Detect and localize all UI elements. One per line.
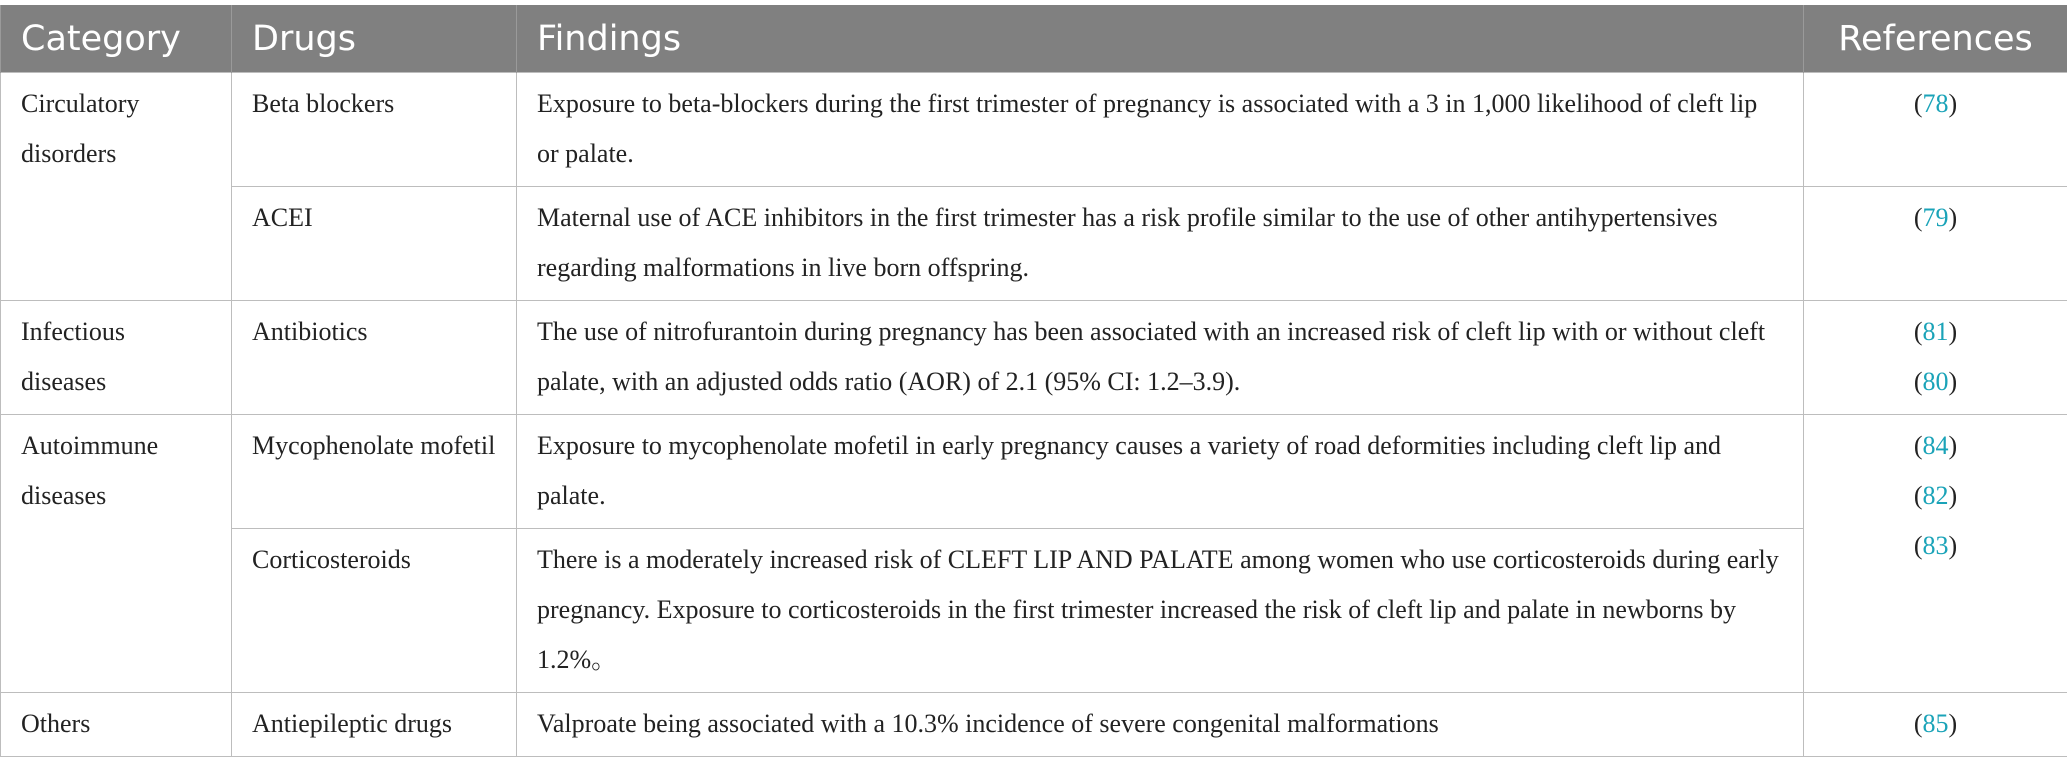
- reference-cell: [1804, 187, 2067, 301]
- header-row: [1, 5, 2067, 73]
- reference-citation[interactable]: (80): [1913, 367, 1958, 396]
- table-row: [1, 415, 2067, 529]
- drug-cell: Antibiotics: [232, 301, 517, 415]
- drug-findings-table: [0, 5, 2067, 757]
- header-findings: Findings: [517, 5, 1804, 73]
- reference-citation[interactable]: (85): [1913, 709, 1958, 738]
- table-header: [1, 5, 2067, 73]
- reference-link[interactable]: 78: [1922, 89, 1949, 118]
- finding-cell: Exposure to beta-blockers during the first trimester of pregnancy is associated with a 3 in 1,000 likelihood of cleft lip or palate.: [517, 73, 1804, 187]
- reference-cell: [1804, 693, 2067, 757]
- reference-citation[interactable]: (79): [1913, 203, 1958, 232]
- reference-cell: [1804, 415, 2067, 693]
- drug-cell: Beta blockers: [232, 73, 517, 187]
- reference-link[interactable]: 82: [1922, 481, 1949, 510]
- table-row: [1, 301, 2067, 415]
- reference-link[interactable]: 83: [1922, 531, 1949, 560]
- drug-cell: Antiepileptic drugs: [232, 693, 517, 757]
- table-row: [1, 529, 2067, 693]
- reference-cell: [1804, 73, 2067, 187]
- category-cell: Circulatory disorders: [1, 73, 232, 301]
- table-body: [1, 73, 2067, 757]
- finding-cell: Exposure to mycophenolate mofetil in early pregnancy causes a variety of road deformities including cleft lip and palate.: [517, 415, 1804, 529]
- table-row: [1, 187, 2067, 301]
- drug-cell: Mycophenolate mofetil: [232, 415, 517, 529]
- header-category: Category: [1, 5, 232, 73]
- reference-link[interactable]: 80: [1922, 367, 1949, 396]
- reference-citation[interactable]: (81): [1913, 317, 1958, 346]
- drug-cell: ACEI: [232, 187, 517, 301]
- reference-citation[interactable]: (82): [1913, 481, 1958, 510]
- reference-cell: [1804, 301, 2067, 415]
- reference-link[interactable]: 81: [1922, 317, 1949, 346]
- reference-link[interactable]: 85: [1922, 709, 1949, 738]
- category-cell: Infectious diseases: [1, 301, 232, 415]
- category-cell: Others: [1, 693, 232, 757]
- reference-link[interactable]: 84: [1922, 431, 1949, 460]
- header-references: References: [1804, 5, 2067, 73]
- header-drugs: Drugs: [232, 5, 517, 73]
- category-cell: Autoimmune diseases: [1, 415, 232, 693]
- reference-citation[interactable]: (83): [1913, 531, 1958, 560]
- finding-cell: Maternal use of ACE inhibitors in the first trimester has a risk profile similar to the use of other antihypertensives regarding malformations in live born offspring.: [517, 187, 1804, 301]
- table-row: [1, 73, 2067, 187]
- finding-cell: The use of nitrofurantoin during pregnancy has been associated with an increased risk of cleft lip with or without cleft palate, with an adjusted odds ratio (AOR) of 2.1 (95% CI: 1.2–3.9).: [517, 301, 1804, 415]
- finding-cell: Valproate being associated with a 10.3% incidence of severe congenital malformations: [517, 693, 1804, 757]
- finding-cell: There is a moderately increased risk of CLEFT LIP AND PALATE among women who use corticosteroids during early pregnancy. Exposure to corticosteroids in the first trimester increased the risk of cleft lip and palate in newborns by 1.2%。: [517, 529, 1804, 693]
- reference-citation[interactable]: (84): [1913, 431, 1958, 460]
- reference-citation[interactable]: (78): [1913, 89, 1958, 118]
- reference-link[interactable]: 79: [1922, 203, 1949, 232]
- table-row: [1, 693, 2067, 757]
- drug-cell: Corticosteroids: [232, 529, 517, 693]
